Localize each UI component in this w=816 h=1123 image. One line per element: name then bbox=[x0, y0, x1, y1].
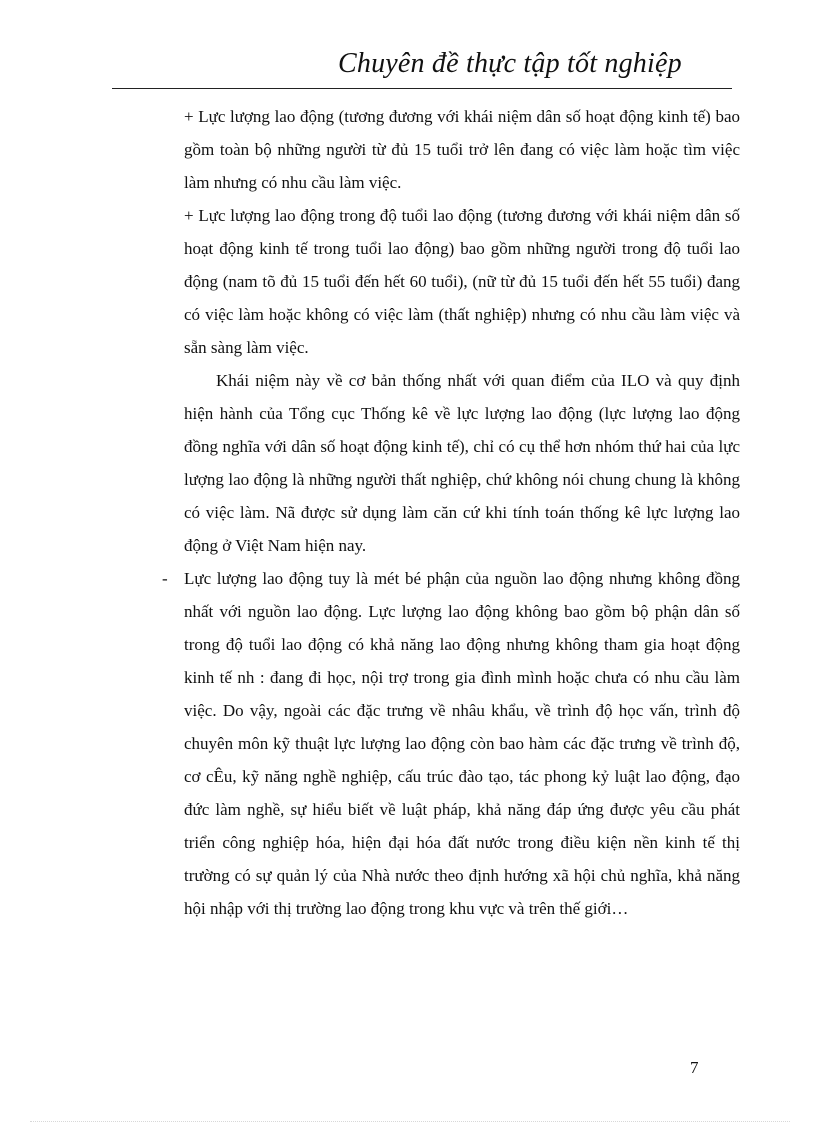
document-body bbox=[162, 100, 740, 925]
page-header-title: Chuyên đề thực tập tốt nghiệp bbox=[338, 48, 682, 79]
paragraph-labor-force-definition: + Lực lượng lao động (tương đương với khái niệm dân số hoạt động kinh tế) bao gồm toàn bộ những người từ đủ 15 tuổi trở lên đang có việc làm hoặc tìm việc làm nhưng có nhu cầu làm việc. bbox=[184, 107, 740, 192]
paragraph-working-age-labor-force: + Lực lượng lao động trong độ tuổi lao động (tương đương với khái niệm dân số hoạt động kinh tế trong tuổi lao động) bao gồm những người trong độ tuổi lao động (nam tõ đủ 15 tuổi đến hết 60 tuổi), (nữ từ đủ 15 tuổi đến hết 55 tuổi) đang có việc làm hoặc không có việc làm (thất nghiệp) nhưng có nhu cầu làm việc và sẵn sàng làm việc. bbox=[184, 206, 740, 357]
footer-divider bbox=[30, 1121, 790, 1122]
list-item bbox=[162, 562, 740, 925]
paragraph-ilo-concept: Khái niệm này về cơ bản thống nhất với quan điểm của ILO và quy định hiện hành của Tổng cục Thống kê về lực lượng lao động (lực lượng lao động đồng nghĩa với dân số hoạt động kinh tế), chỉ có cụ thể hơn nhóm thứ hai của lực lượng lao động là những người thất nghiệp, chứ không nói chung chung là không có việc làm. Nã được sử dụng làm căn cứ khi tính toán thống kê lực lượng lao động ở Việt Nam hiện nay. bbox=[184, 371, 740, 555]
header-divider bbox=[112, 88, 732, 89]
page-number: 7 bbox=[690, 1058, 699, 1077]
dash-bullet: - bbox=[162, 569, 168, 588]
paragraph-labor-force-characteristics: Lực lượng lao động tuy là mét bé phận của nguồn lao động nhưng không đồng nhất với nguồn lao động. Lực lượng lao động không bao gồm bộ phận dân số trong độ tuổi lao động có khả năng lao động nhưng không tham gia hoạt động kinh tế nh : đang đi học, nội trợ trong gia đình mình hoặc chưa có nhu cầu làm việc. Do vậy, ngoài các đặc trưng về nhâu khẩu, về trình độ học vấn, trình độ chuyên môn kỹ thuật lực lượng lao động còn bao hàm các đặc trưng về trình độ, cơ cÊu, kỹ năng nghề nghiệp, cấu trúc đào tạo, tác phong kỷ luật lao động, đạo đức làm nghề, sự hiểu biết về luật pháp, khả năng đáp ứng được yêu cầu phát triển công nghiệp hóa, hiện đại hóa đất nước trong điều kiện nền kinh tế thị trường có sự quản lý của Nhà nước theo định hướng xã hội chủ nghĩa, khả năng hội nhập với thị trường lao động trong khu vực và trên thế giới… bbox=[184, 569, 740, 918]
